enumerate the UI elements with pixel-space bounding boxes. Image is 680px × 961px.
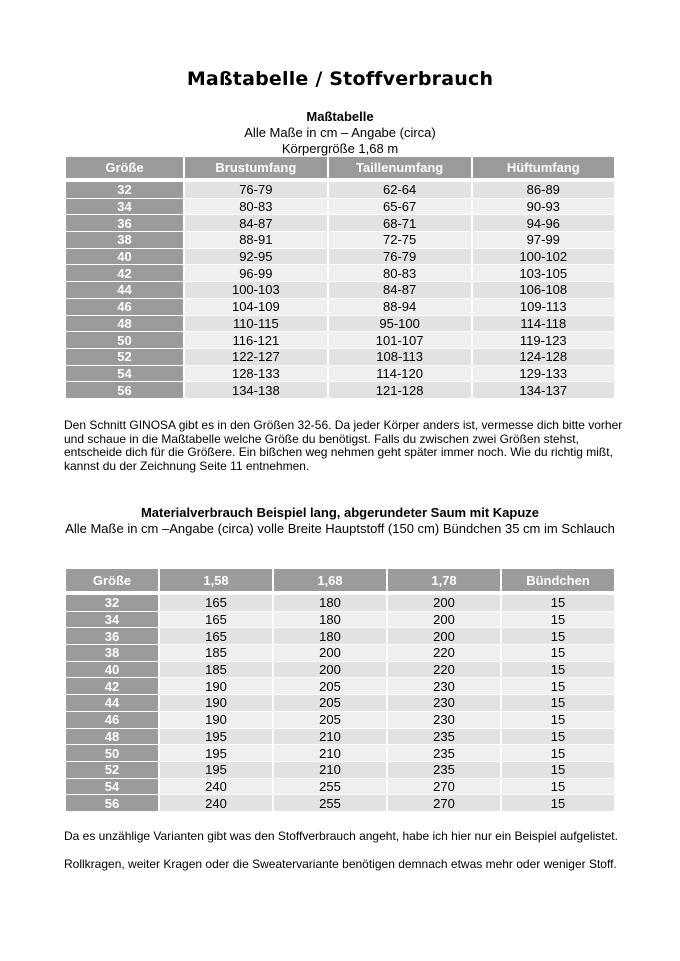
material-table-size-cell: 42 bbox=[66, 678, 158, 694]
size-table-size-cell: 36 bbox=[66, 215, 183, 231]
size-table-value-cell: 128-133 bbox=[185, 366, 327, 382]
size-table-row bbox=[66, 332, 614, 348]
material-table-value-cell: 230 bbox=[388, 695, 500, 711]
material-table-value-cell: 15 bbox=[502, 612, 614, 628]
material-table-size-cell: 52 bbox=[66, 762, 158, 778]
material-table-value-cell: 185 bbox=[160, 645, 272, 661]
size-table-size-cell: 32 bbox=[66, 182, 183, 198]
size-table-value-cell: 97-99 bbox=[473, 232, 614, 248]
material-table-value-cell: 255 bbox=[274, 779, 386, 795]
material-table-value-cell: 205 bbox=[274, 695, 386, 711]
material-table-value-cell: 195 bbox=[160, 762, 272, 778]
size-table-value-cell: 121-128 bbox=[329, 382, 471, 398]
table1-subheading-2: Körpergröße 1,68 m bbox=[281, 141, 399, 156]
material-table-value-cell: 180 bbox=[274, 628, 386, 644]
material-table-size-cell: 50 bbox=[66, 745, 158, 761]
material-table-value-cell: 190 bbox=[160, 695, 272, 711]
material-table-size-cell: 46 bbox=[66, 712, 158, 728]
material-table-value-cell: 200 bbox=[274, 645, 386, 661]
material-table-value-cell: 270 bbox=[388, 795, 500, 811]
material-table-value-cell: 15 bbox=[502, 745, 614, 761]
material-table-size-cell: 48 bbox=[66, 729, 158, 745]
size-table-value-cell: 114-118 bbox=[473, 316, 614, 332]
size-table-value-cell: 116-121 bbox=[185, 332, 327, 348]
size-table-column-header: Größe bbox=[66, 157, 183, 178]
material-table-column-header: Bündchen bbox=[502, 569, 614, 591]
size-table-value-cell: 86-89 bbox=[473, 182, 614, 198]
material-table-value-cell: 255 bbox=[274, 795, 386, 811]
material-table-value-cell: 15 bbox=[502, 779, 614, 795]
size-table-value-cell: 122-127 bbox=[185, 349, 327, 365]
material-table-value-cell: 15 bbox=[502, 729, 614, 745]
note-paragraph-2: Rollkragen, weiter Kragen oder die Sweatervariante benötigen demnach etwas mehr oder weniger Stoff. bbox=[64, 857, 617, 871]
material-table-value-cell: 190 bbox=[160, 678, 272, 694]
material-table-row bbox=[66, 712, 614, 728]
size-table-value-cell: 104-109 bbox=[185, 299, 327, 315]
size-table-row bbox=[66, 366, 614, 382]
size-table-value-cell: 100-103 bbox=[185, 282, 327, 298]
size-table-value-cell: 94-96 bbox=[473, 215, 614, 231]
size-table-value-cell: 101-107 bbox=[329, 332, 471, 348]
size-table-value-cell: 109-113 bbox=[473, 299, 614, 315]
size-table-value-cell: 129-133 bbox=[473, 366, 614, 382]
size-table-size-cell: 42 bbox=[66, 265, 183, 281]
material-table-size-cell: 40 bbox=[66, 662, 158, 678]
material-table-value-cell: 15 bbox=[502, 678, 614, 694]
size-table-column-header: Brustumfang bbox=[185, 157, 327, 178]
material-table-value-cell: 270 bbox=[388, 779, 500, 795]
material-table-row bbox=[66, 645, 614, 661]
size-table-value-cell: 103-105 bbox=[473, 265, 614, 281]
material-table-value-cell: 200 bbox=[388, 595, 500, 611]
size-table-value-cell: 134-138 bbox=[185, 382, 327, 398]
material-table-column-header: 1,78 bbox=[388, 569, 500, 591]
table2-subheading: Alle Maße in cm –Angabe (circa) volle Breite Hauptstoff (150 cm) Bündchen 35 cm im Schlauch bbox=[65, 521, 615, 536]
size-table-row bbox=[66, 349, 614, 365]
material-table-column-header: Größe bbox=[66, 569, 158, 591]
material-table-value-cell: 230 bbox=[388, 678, 500, 694]
note-paragraph-1: Da es unzählige Varianten gibt was den Stoffverbrauch angeht, habe ich hier nur ein Beispiel aufgelistet. bbox=[64, 829, 618, 843]
size-info-paragraph: Den Schnitt GINOSA gibt es in den Größen 32-56. Da jeder Körper anders ist, vermesse dich bitte vorher und schaue in die Maßtabelle welche Größe du benötigst. Falls du zwischen zwei Größen stehst, entscheide dich für die Größere. Ein bißchen weg nehmen geht später immer noch. Wie du richtig mißt, kannst du der Zeichnung Seite 11 entnehmen. bbox=[64, 418, 623, 473]
size-table bbox=[64, 156, 616, 399]
material-table-value-cell: 15 bbox=[502, 645, 614, 661]
material-table-value-cell: 195 bbox=[160, 729, 272, 745]
size-table-size-cell: 48 bbox=[66, 316, 183, 332]
size-table-row bbox=[66, 265, 614, 281]
material-table-size-cell: 54 bbox=[66, 779, 158, 795]
size-table-value-cell: 80-83 bbox=[329, 265, 471, 281]
material-table-row bbox=[66, 678, 614, 694]
material-table-size-cell: 34 bbox=[66, 612, 158, 628]
material-table-value-cell: 185 bbox=[160, 662, 272, 678]
material-table-row bbox=[66, 729, 614, 745]
material-table-row bbox=[66, 612, 614, 628]
size-table-value-cell: 68-71 bbox=[329, 215, 471, 231]
material-table-value-cell: 15 bbox=[502, 662, 614, 678]
size-table-size-cell: 34 bbox=[66, 199, 183, 215]
size-table-value-cell: 95-100 bbox=[329, 316, 471, 332]
material-table-row bbox=[66, 745, 614, 761]
material-table-size-cell: 38 bbox=[66, 645, 158, 661]
material-table-value-cell: 210 bbox=[274, 745, 386, 761]
size-table-size-cell: 50 bbox=[66, 332, 183, 348]
size-table-size-cell: 52 bbox=[66, 349, 183, 365]
material-table-value-cell: 220 bbox=[388, 645, 500, 661]
size-table-size-cell: 54 bbox=[66, 366, 183, 382]
material-table-size-cell: 56 bbox=[66, 795, 158, 811]
material-table-row bbox=[66, 795, 614, 811]
material-table-value-cell: 200 bbox=[274, 662, 386, 678]
material-table-value-cell: 220 bbox=[388, 662, 500, 678]
material-table-size-cell: 36 bbox=[66, 628, 158, 644]
material-table-value-cell: 15 bbox=[502, 595, 614, 611]
size-table-value-cell: 106-108 bbox=[473, 282, 614, 298]
material-table-header-row bbox=[66, 569, 614, 591]
size-table-value-cell: 84-87 bbox=[185, 215, 327, 231]
material-table-value-cell: 230 bbox=[388, 712, 500, 728]
size-table-value-cell: 88-94 bbox=[329, 299, 471, 315]
material-table-value-cell: 240 bbox=[160, 779, 272, 795]
size-table-value-cell: 72-75 bbox=[329, 232, 471, 248]
table1-heading-block bbox=[0, 109, 680, 157]
page-title: Maßtabelle / Stoffverbrauch bbox=[186, 68, 494, 90]
size-table-value-cell: 114-120 bbox=[329, 366, 471, 382]
material-table-row bbox=[66, 762, 614, 778]
material-table-value-cell: 15 bbox=[502, 795, 614, 811]
material-table-value-cell: 180 bbox=[274, 595, 386, 611]
material-table-row bbox=[66, 779, 614, 795]
size-table-row bbox=[66, 249, 614, 265]
material-table-row bbox=[66, 695, 614, 711]
material-table-value-cell: 165 bbox=[160, 628, 272, 644]
material-table-size-cell: 32 bbox=[66, 595, 158, 611]
material-table-value-cell: 210 bbox=[274, 729, 386, 745]
material-table-value-cell: 165 bbox=[160, 595, 272, 611]
material-table-value-cell: 240 bbox=[160, 795, 272, 811]
size-table-value-cell: 84-87 bbox=[329, 282, 471, 298]
material-table-size-cell: 44 bbox=[66, 695, 158, 711]
table1-subheading-1: Alle Maße in cm – Angabe (circa) bbox=[244, 125, 436, 140]
material-table-column-header: 1,58 bbox=[160, 569, 272, 591]
material-table-row bbox=[66, 595, 614, 611]
size-table-value-cell: 90-93 bbox=[473, 199, 614, 215]
size-table-row bbox=[66, 215, 614, 231]
size-table-column-header: Taillenumfang bbox=[329, 157, 471, 178]
size-table-value-cell: 65-67 bbox=[329, 199, 471, 215]
size-table-value-cell: 119-123 bbox=[473, 332, 614, 348]
size-table-size-cell: 44 bbox=[66, 282, 183, 298]
size-table-size-cell: 40 bbox=[66, 249, 183, 265]
material-table-value-cell: 15 bbox=[502, 695, 614, 711]
size-table-value-cell: 76-79 bbox=[329, 249, 471, 265]
table1-heading: Maßtabelle bbox=[306, 109, 374, 124]
size-table-value-cell: 96-99 bbox=[185, 265, 327, 281]
material-table-value-cell: 235 bbox=[388, 745, 500, 761]
size-table-column-header: Hüftumfang bbox=[473, 157, 614, 178]
size-table-value-cell: 124-128 bbox=[473, 349, 614, 365]
size-table-value-cell: 134-137 bbox=[473, 382, 614, 398]
size-table-value-cell: 108-113 bbox=[329, 349, 471, 365]
material-table-value-cell: 235 bbox=[388, 729, 500, 745]
material-table-value-cell: 205 bbox=[274, 712, 386, 728]
size-table-header-row bbox=[66, 157, 614, 178]
size-table-value-cell: 80-83 bbox=[185, 199, 327, 215]
material-table-value-cell: 165 bbox=[160, 612, 272, 628]
table2-heading-block bbox=[0, 505, 680, 537]
material-table-value-cell: 180 bbox=[274, 612, 386, 628]
size-table-value-cell: 92-95 bbox=[185, 249, 327, 265]
material-table-value-cell: 235 bbox=[388, 762, 500, 778]
material-table-column-header: 1,68 bbox=[274, 569, 386, 591]
size-table-row bbox=[66, 382, 614, 398]
size-table-value-cell: 100-102 bbox=[473, 249, 614, 265]
size-table-value-cell: 110-115 bbox=[185, 316, 327, 332]
material-table-value-cell: 205 bbox=[274, 678, 386, 694]
size-table-row bbox=[66, 282, 614, 298]
material-table-value-cell: 200 bbox=[388, 612, 500, 628]
size-table-row bbox=[66, 182, 614, 198]
size-table-row bbox=[66, 199, 614, 215]
size-table-size-cell: 56 bbox=[66, 382, 183, 398]
size-table-size-cell: 46 bbox=[66, 299, 183, 315]
material-table-value-cell: 195 bbox=[160, 745, 272, 761]
size-table-value-cell: 76-79 bbox=[185, 182, 327, 198]
material-table-value-cell: 15 bbox=[502, 628, 614, 644]
size-table-value-cell: 62-64 bbox=[329, 182, 471, 198]
material-table-value-cell: 15 bbox=[502, 762, 614, 778]
table2-heading: Materialverbrauch Beispiel lang, abgerundeter Saum mit Kapuze bbox=[140, 505, 540, 520]
size-table-row bbox=[66, 232, 614, 248]
size-table-row bbox=[66, 316, 614, 332]
material-table-row bbox=[66, 662, 614, 678]
size-table-value-cell: 88-91 bbox=[185, 232, 327, 248]
material-table-value-cell: 190 bbox=[160, 712, 272, 728]
material-table-row bbox=[66, 628, 614, 644]
material-table bbox=[64, 568, 616, 812]
material-table-value-cell: 15 bbox=[502, 712, 614, 728]
material-table-value-cell: 210 bbox=[274, 762, 386, 778]
material-table-value-cell: 200 bbox=[388, 628, 500, 644]
size-table-row bbox=[66, 299, 614, 315]
size-table-size-cell: 38 bbox=[66, 232, 183, 248]
